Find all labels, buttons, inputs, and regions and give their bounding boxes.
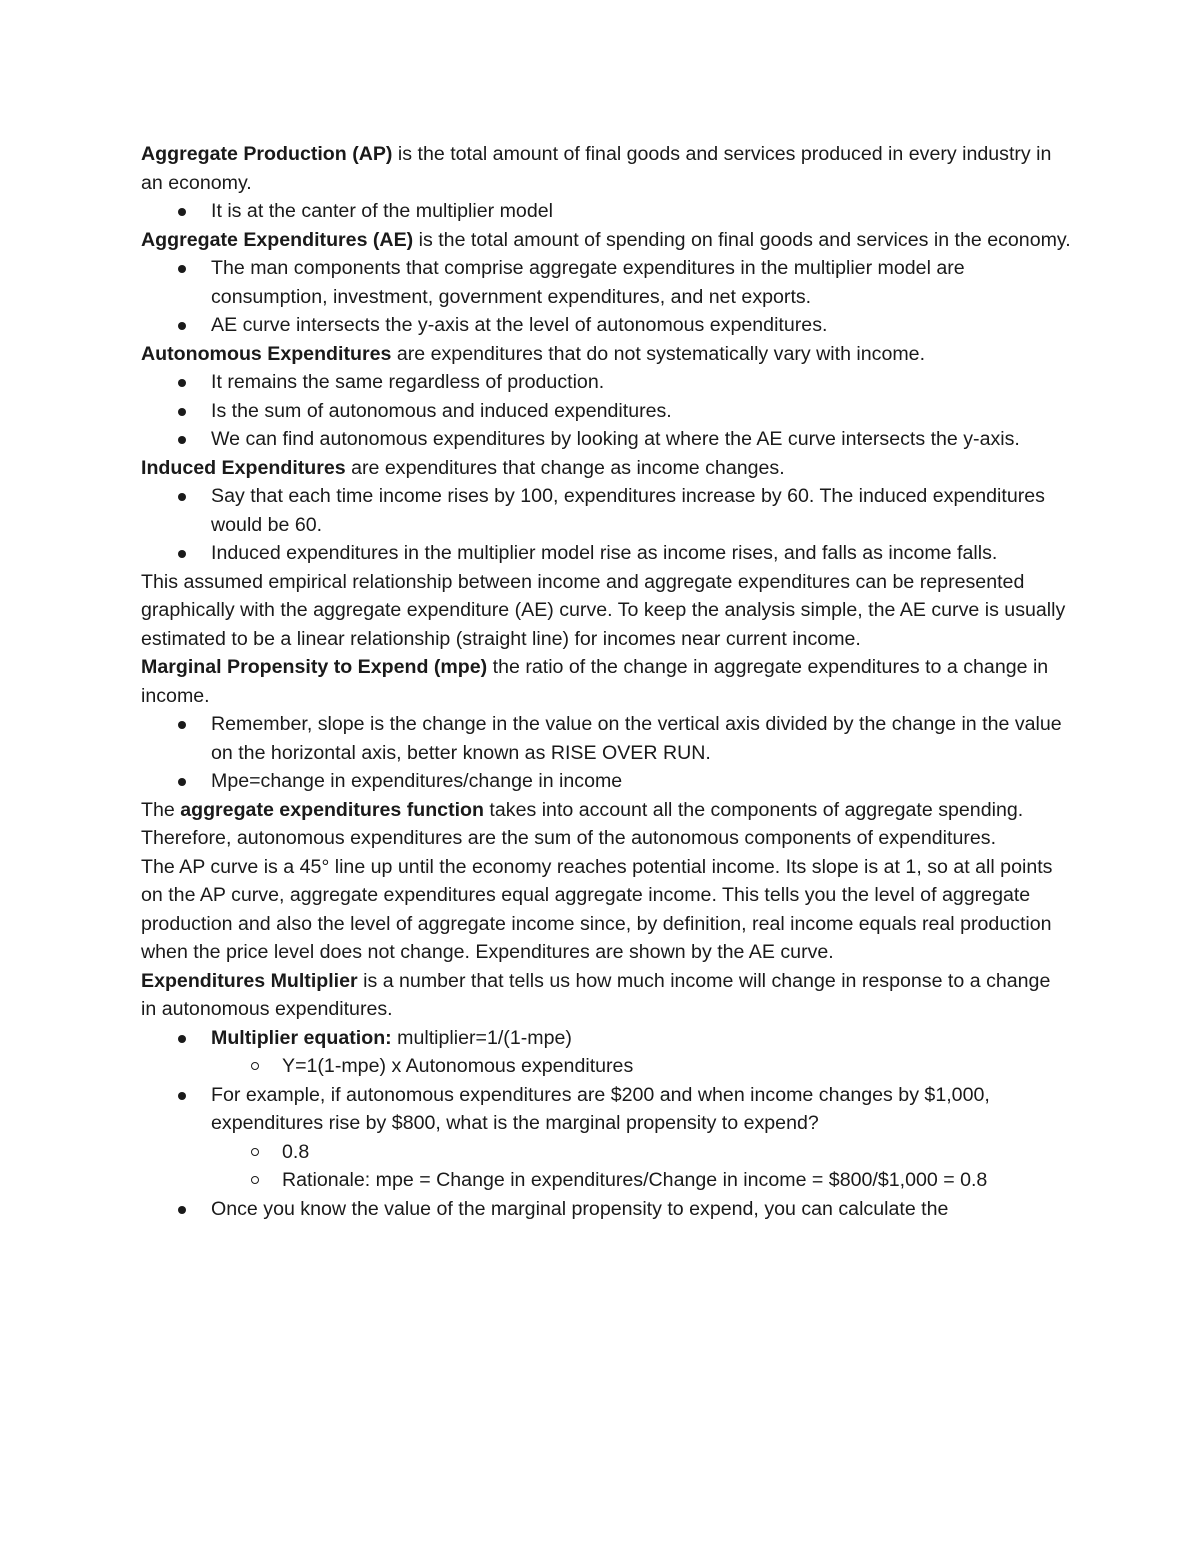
list-ae [141, 254, 1071, 340]
paragraph-autonomous [141, 340, 1071, 369]
list-item: For example, if autonomous expenditures are $200 and when income changes by $1,000, expenditures rise by $800, what is the marginal propensity to expend? [141, 1081, 1071, 1138]
list-item: We can find autonomous expenditures by looking at where the AE curve intersects the y-axis. [141, 425, 1071, 454]
list-multiplier [141, 1024, 1071, 1224]
paragraph-mpe [141, 653, 1071, 710]
term-autonomous: Autonomous Expenditures [141, 342, 392, 365]
paragraph-ap-curve: The AP curve is a 45° line up until the economy reaches potential income. Its slope is at 1, so at all points on the AP curve, aggregate expenditures equal aggregate income. This tells you the level of aggregate production and also the level of aggregate income since, by definition, real income equals real production when the price level does not change. Expenditures are shown by the AE curve. [141, 855, 1053, 963]
paragraph-ae [141, 226, 1071, 255]
term-ae-function: aggregate expenditures function [180, 798, 484, 821]
paragraph-induced [141, 454, 1071, 483]
list-item: Mpe=change in expenditures/change in income [141, 767, 1071, 796]
definition-ae-function: takes into account all the components of aggregate spending. Therefore, autonomous expenditures are the sum of the autonomous components of expenditures. [141, 798, 1024, 849]
multiplier-equation-label: Multiplier equation: [211, 1026, 392, 1049]
list-autonomous [141, 368, 1071, 454]
list-item: AE curve intersects the y-axis at the level of autonomous expenditures. [141, 311, 1071, 340]
list-item: Induced expenditures in the multiplier model rise as income rises, and falls as income falls. [141, 539, 1071, 568]
document-body [141, 140, 1071, 1223]
sub-list-item: Y=1(1-mpe) x Autonomous expenditures [141, 1052, 1071, 1081]
paragraph-ap [141, 140, 1071, 197]
term-ae: Aggregate Expenditures (AE) [141, 228, 414, 251]
list-item: Once you know the value of the marginal propensity to expend, you can calculate the [141, 1195, 1071, 1224]
list-item: The man components that comprise aggregate expenditures in the multiplier model are consumption, investment, government expenditures, and net exports. [141, 254, 1071, 311]
list-ap [141, 197, 1071, 226]
sub-list-item: Rationale: mpe = Change in expenditures/Change in income = $800/$1,000 = 0.8 [141, 1166, 1071, 1195]
list-item [141, 1024, 1071, 1053]
definition-induced: are expenditures that change as income changes. [345, 456, 785, 479]
definition-autonomous: are expenditures that do not systematically vary with income. [391, 342, 926, 365]
definition-ap: is the total amount of final goods and services produced in every industry in an economy. [141, 143, 1052, 194]
list-item: Remember, slope is the change in the value on the vertical axis divided by the change in the value on the horizontal axis, better known as RISE OVER RUN. [141, 710, 1071, 767]
ae-function-pre: The [141, 798, 181, 821]
paragraph-relationship: This assumed empirical relationship between income and aggregate expenditures can be represented graphically with the aggregate expenditure (AE) curve. To keep the analysis simple, the AE curve is usually estimated to be a linear relationship (straight line) for incomes near current income. [141, 570, 1066, 650]
multiplier-equation: multiplier=1/(1-mpe) [391, 1026, 572, 1049]
paragraph-multiplier [141, 967, 1071, 1024]
list-mpe [141, 710, 1071, 796]
list-induced [141, 482, 1071, 568]
term-multiplier: Expenditures Multiplier [141, 969, 358, 992]
paragraph-ae-function [141, 796, 1071, 853]
term-mpe: Marginal Propensity to Expend (mpe) [141, 656, 488, 678]
term-ap: Aggregate Production (AP) [141, 143, 393, 165]
definition-multiplier: is a number that tells us how much income will change in response to a change in autonomous expenditures. [141, 969, 1051, 1020]
list-item: It is at the canter of the multiplier model [141, 197, 1071, 226]
definition-ae: is the total amount of spending on final goods and services in the economy. [413, 228, 1071, 251]
definition-mpe: the ratio of the change in aggregate expenditures to a change in income. [141, 656, 1049, 707]
list-item: Is the sum of autonomous and induced expenditures. [141, 397, 1071, 426]
term-induced: Induced Expenditures [141, 456, 346, 479]
sub-list-item: 0.8 [141, 1138, 1071, 1167]
list-item: It remains the same regardless of production. [141, 368, 1071, 397]
list-item: Say that each time income rises by 100, expenditures increase by 60. The induced expenditures would be 60. [141, 482, 1071, 539]
